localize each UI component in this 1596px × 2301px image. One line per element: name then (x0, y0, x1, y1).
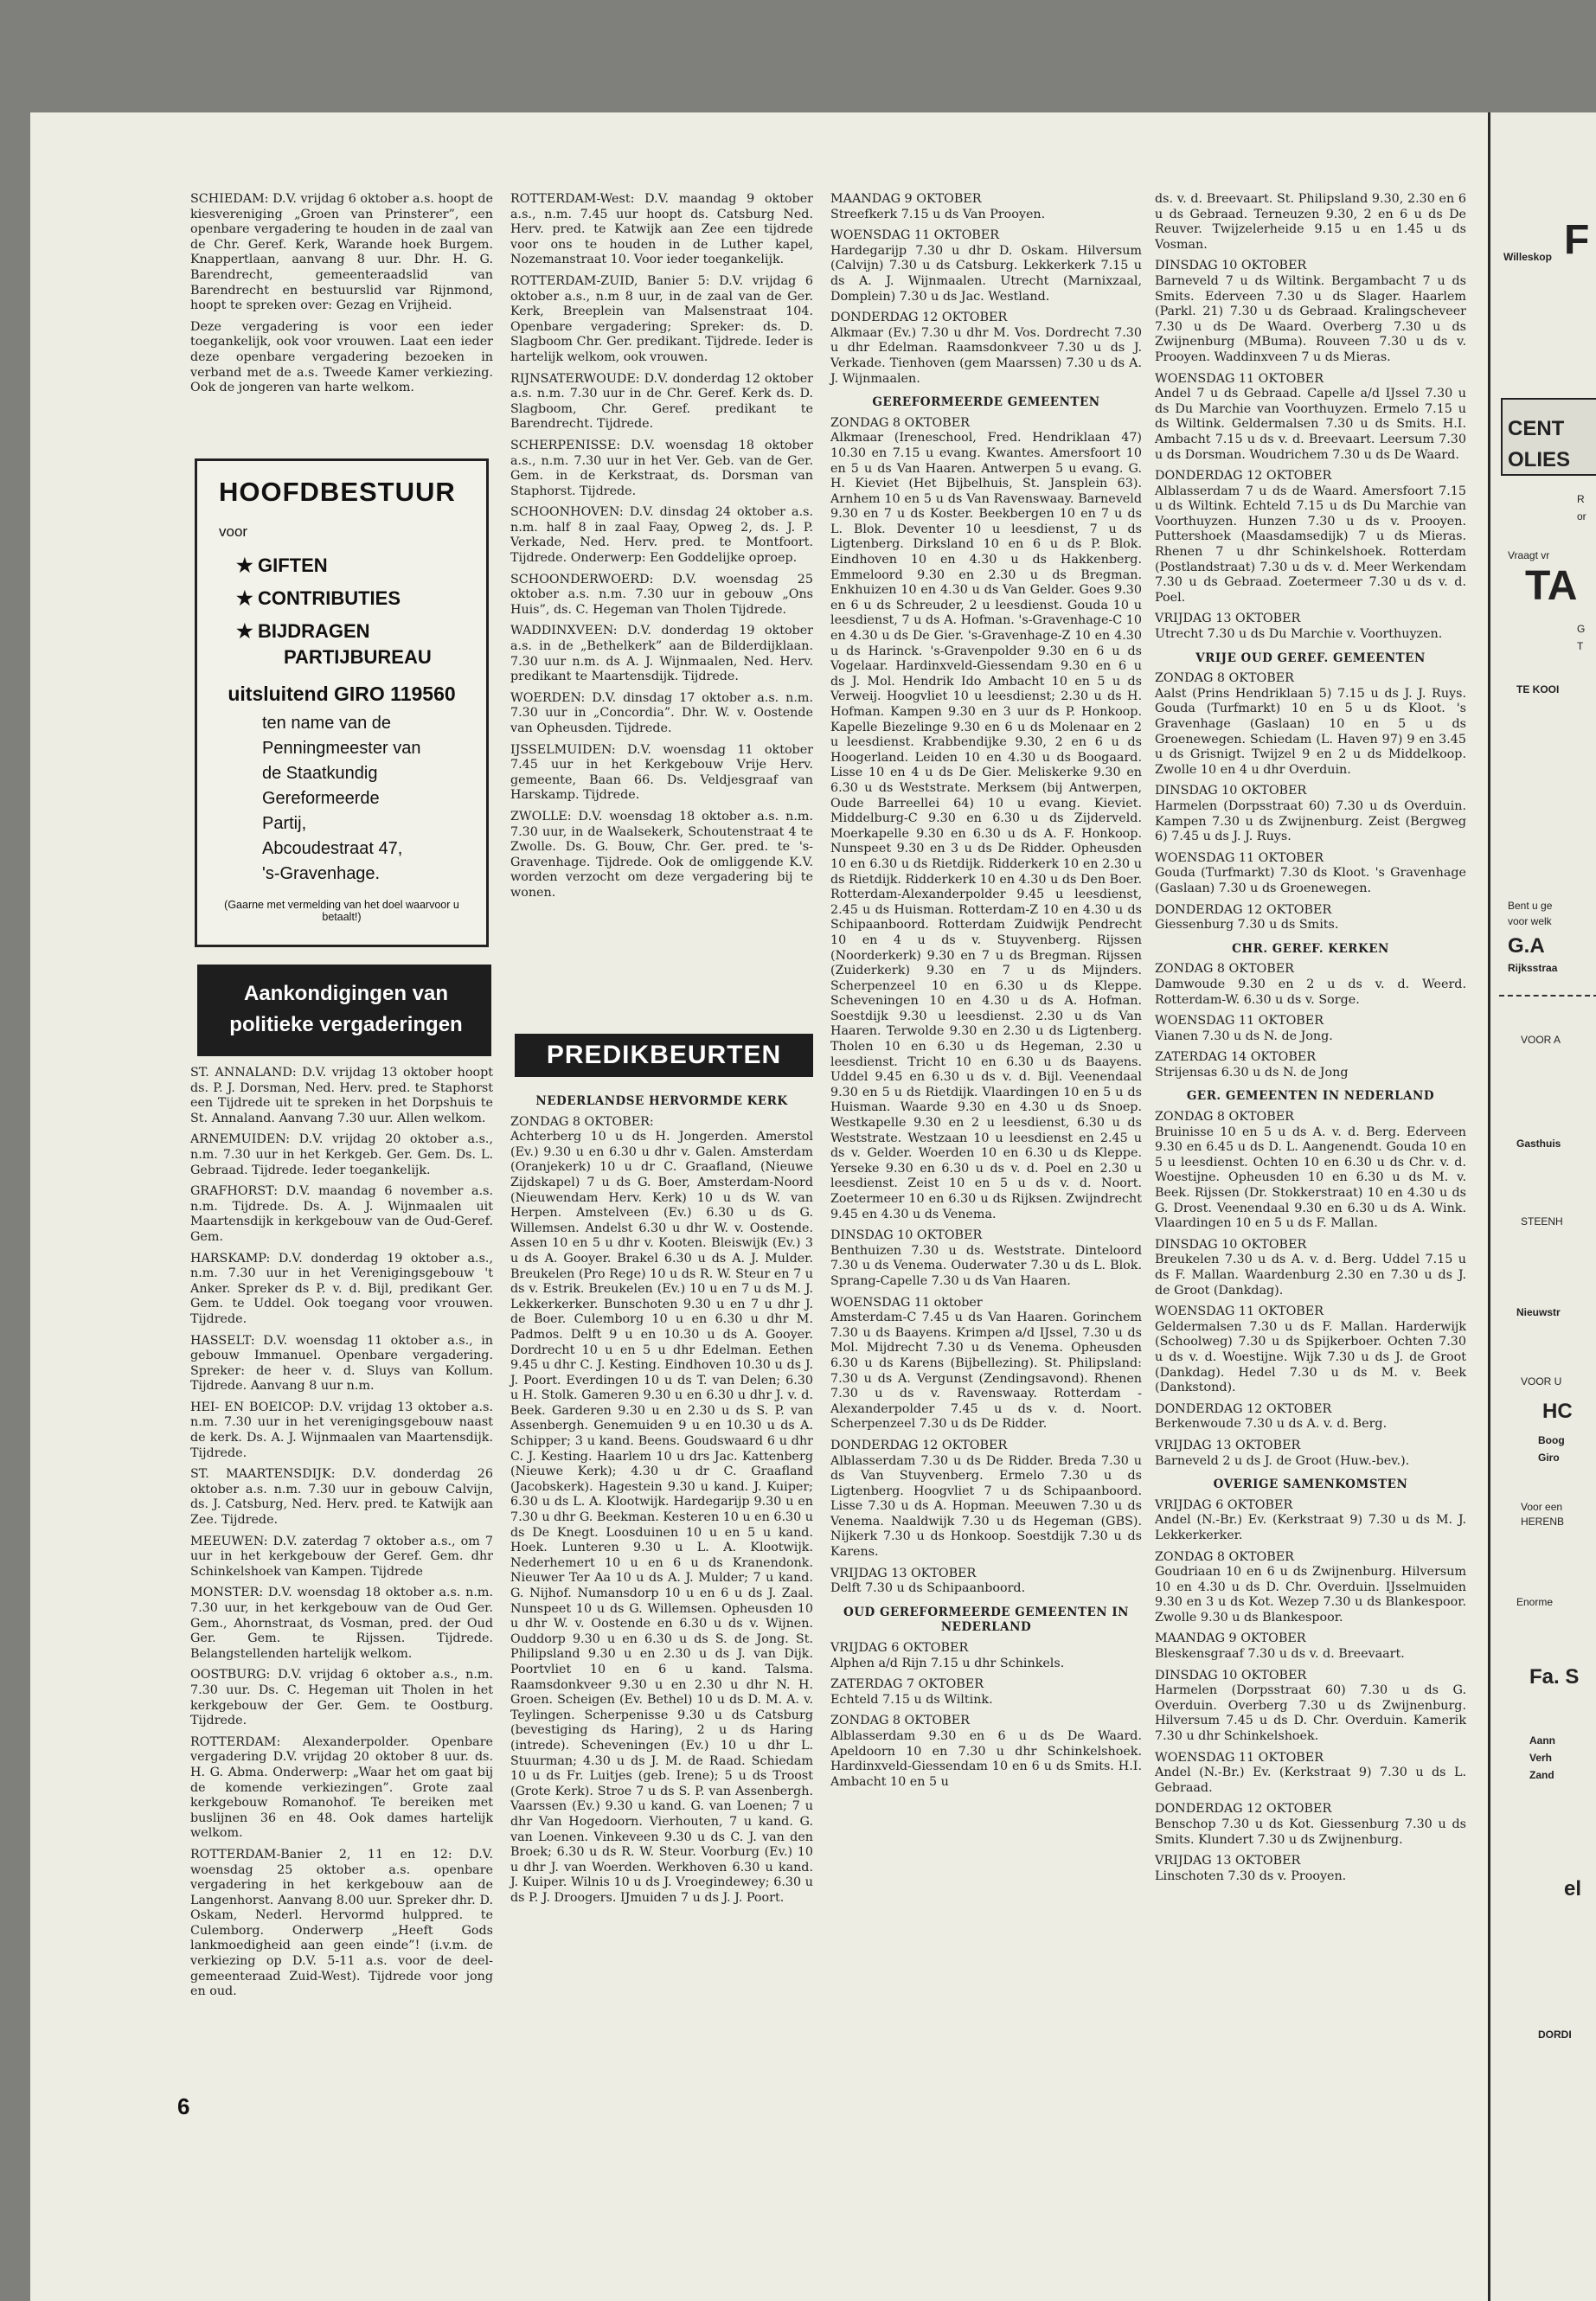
paragraph: SCHOONDERWOERD: D.V. woensdag 25 oktober a.s. n.m. 7.30 uur in gebouw „Ons Huis”, ds. C. Hegeman van Tholen Tijdrede. (510, 572, 813, 617)
paragraph: IJSSELMUIDEN: D.V. woensdag 11 oktober 7.45 uur in het Kerkgebouw Vrije Herv. gemeente, Baan 66. Ds. Veldjesgraaf van Harskamp. Tijdrede. (510, 742, 813, 803)
day-heading: ZONDAG 8 OKTOBER (830, 1714, 970, 1728)
paragraph: Aalst (Prins Hendriklaan 5) 7.15 u ds J. J. Ruys. Gouda (Turfmarkt) 10 en 5 u ds Kloot. 's Gravenhage (Gaslaan) 10 en 5 u ds Groenewegen. Schiedam (L. Haven 97) 9 en 3.45 u ds Grisnigt. Twijzel 9 en 2 u ds Middelkoop. Zwolle 10 en 4 u dhr Overduin. (1155, 686, 1466, 777)
section-heading: OVERIGE SAMENKOMSTEN (1213, 1477, 1408, 1492)
column-1-announcements (190, 1066, 493, 2006)
day-heading: VRIJDAG 6 OKTOBER (1155, 1497, 1293, 1512)
star-icon: ★ (236, 554, 253, 576)
section-heading: GEREFORMEERDE GEMEENTEN (872, 395, 1100, 410)
paragraph: SCHOONHOVEN: D.V. dinsdag 24 oktober a.s. n.m. half 8 in zaal Faay, Opweg 2, ds. J. P. Verkade, Ned. Herv. pred. te Montfoort. Tijdrede. Onderwerp: Een Goddelijke oproep. (510, 505, 813, 566)
paragraph: Harmelen (Dorpsstraat 60) 7.30 u ds G. Overduin. Overberg 7.30 u ds Zwijnenburg. Hilversum 7.45 u ds D. Chr. Overduin. Kamerik 7.30 u dhr Schinkelshoek. (1155, 1683, 1466, 1744)
paragraph: Breukelen 7.30 u ds A. v. d. Berg. Uddel 7.15 u ds F. Mallan. Waardenburg 2.30 en 7.30 u ds J. de Groot (Dankdag). (1155, 1253, 1466, 1298)
day-heading: VRIJDAG 13 OKTOBER (830, 1566, 977, 1580)
column-3 (830, 192, 1142, 1796)
paragraph: MEEUWEN: D.V. zaterdag 7 oktober a.s., om 7 uur in het kerkgebouw der Geref. Gem. dhr Schinkelshoek van Kampen. Tijdrede (190, 1534, 493, 1579)
paragraph: Vianen 7.30 u ds N. de Jong. (1155, 1029, 1333, 1043)
paragraph: HASSELT: D.V. woensdag 11 oktober a.s., in gebouw Immanuel. Openbare vergadering. Spreker: de heer v. d. Sluys van Kollum. Tijdrede. Aanvang 8 uur n.m. (190, 1333, 493, 1394)
paragraph: SCHERPENISSE: D.V. woensdag 18 oktober a.s., n.m. 7.30 uur in het Ver. Geb. van de Ger. Gem. in de Kerkstraat, ds. Dorsman van Staphorst. Tijdrede. (510, 438, 813, 498)
paragraph: Bleskensgraaf 7.30 u ds v. d. Breevaart. (1155, 1647, 1405, 1662)
section-heading: VRIJE OUD GEREF. GEMEENTEN (1195, 651, 1426, 665)
paragraph: OOSTBURG: D.V. vrijdag 6 oktober a.s., n.m. 7.30 uur. Ds. C. Hegeman uit Tholen in het kerkgebouw der Ger. Gem. te Oostburg. Tijdrede. (190, 1668, 493, 1728)
day-heading: ZATERDAG 14 OKTOBER (1155, 1050, 1317, 1065)
paragraph: WADDINXVEEN: D.V. donderdag 19 oktober a.s. in de „Bethelkerk” aan de Bilderdijklaan. 7.30 uur n.m. ds A. J. Wijnmaalen, Ned. Herv. predikant te Maartensdijk. Tijdrede. (510, 624, 813, 684)
np-divider (1499, 995, 1596, 997)
np-text: Zand (1529, 1769, 1554, 1781)
paragraph: GRAFHORST: D.V. maandag 6 november a.s. n.m. Tijdrede. Ds. A. J. Wijnmaalen uit Maartensdijk in kerkgebouw van de Oud-Geref. Gem. (190, 1184, 493, 1244)
day-heading: DONDERDAG 12 OKTOBER (1155, 1802, 1332, 1817)
np-text: or (1577, 510, 1586, 522)
day-heading: ZATERDAG 7 OKTOBER (830, 1677, 984, 1692)
paragraph: Bruinisse 10 en 5 u ds A. v. d. Berg. Ederveen 9.30 en 6.45 u ds D. L. Aangenendt. Gouda 10 en 5 u leesdienst. Ochten 10 en 6.30 u ds Chr. v. d. Woestijne. Opheusden 10 en 6.30 u ds M. v. Beek. Rijssen (Dr. Stokkerstraat) 10 en 4.30 u ds G. Drost. Veenendaal 9.30 en 6.30 u ds A. Wink. Vlaardingen 10 en 5 u ds F. Mallan. (1155, 1125, 1466, 1231)
day-heading: VRIJDAG 13 OKTOBER (1155, 612, 1301, 626)
np-text: Voor een (1521, 1501, 1563, 1513)
np-text: Aann (1529, 1734, 1555, 1747)
np-text: DORDI (1538, 2029, 1572, 2041)
np-text: F (1564, 217, 1590, 263)
day-heading: VRIJDAG 13 OKTOBER (1155, 1438, 1301, 1452)
ad-item-contributies: ★ CONTRIBUTIES (236, 587, 401, 609)
page-number: 6 (177, 2093, 190, 2119)
paragraph: SCHIEDAM: D.V. vrijdag 6 oktober a.s. hoopt de kiesvereniging „Groen van Prinsterer”, een openbare vergadering te houden in de zaal van de Chr. Geref. Kerk, Warande hoek Burgem. Knappertlaan, aanvang 8 uur. Dhr. H. G. Barendrecht, gemeenteraadslid van Barendrecht en bestuurslid var Rijnmond, hoopt te spreken over: Gezag en Vrijheid. (190, 192, 494, 313)
paragraph: HEI- EN BOEICOP: D.V. vrijdag 13 oktober a.s. n.m. 7.30 uur in het verenigingsgebouw naast de kerk. Ds. A. J. Wijnmaalen van Maartensdijk. Tijdrede. (190, 1400, 493, 1460)
column-2-services (510, 1086, 813, 1912)
column-4 (1155, 192, 1466, 1890)
np-text: Vraagt vr (1508, 549, 1550, 561)
paragraph: ds. v. d. Breevaart. St. Philipsland 9.30, 2.30 en 6 u ds Gebraad. Terneuzen 9.30, 2 en 6 u ds De Reuver. Twijzelerheide 9.15 u en 1.45 u ds Vosman. (1155, 192, 1466, 252)
day-heading: WOENSDAG 11 OKTOBER (1155, 1304, 1324, 1319)
paragraph: Hardegarijp 7.30 u dhr D. Oskam. Hilversum (Calvijn) 7.30 u ds Catsburg. Lekkerkerk 7.15 u ds A. J. Wijnmaalen. Utrecht (Marnixzaal, Domplein) 7.30 u ds Jac. Westland. (830, 243, 1142, 304)
ad-item-giften: ★ GIFTEN (236, 554, 328, 576)
section-heading: GER. GEMEENTEN IN NEDERLAND (1186, 1089, 1435, 1104)
day-heading: WOENSDAG 11 OKTOBER (1155, 371, 1324, 386)
day-heading: DONDERDAG 12 OKTOBER (830, 311, 1008, 325)
np-text: Rijksstraa (1508, 962, 1558, 974)
paragraph: ARNEMUIDEN: D.V. vrijdag 20 oktober a.s., n.m. 7.30 uur in het Kerkgeb. Ger. Gem. Ds. L. Gebraad. Tijdrede. Ieder toegankelijk. (190, 1132, 493, 1177)
day-heading: ZONDAG 8 OKTOBER (830, 415, 970, 430)
paragraph: Gouda (Turfmarkt) 7.30 ds Kloot. 's Gravenhage (Gaslaan) 7.30 u ds Groenewegen. (1155, 866, 1466, 895)
day-heading: WOENSDAG 11 OKTOBER (830, 228, 1000, 243)
paragraph: Linschoten 7.30 ds v. Prooyen. (1155, 1868, 1347, 1883)
paragraph: Delft 7.30 u ds Schipaanboord. (830, 1581, 1026, 1596)
day-heading: ZONDAG 8 OKTOBER (1155, 962, 1294, 977)
np-text: OLIES (1508, 448, 1571, 471)
ad-voor: voor (219, 523, 248, 540)
paragraph: Harmelen (Dorpsstraat 60) 7.30 u ds Overduin. Kampen 7.30 u ds Zwijnenburg. Zeist (Bergweg 6) 7.45 u ds J. J. Ruys. (1155, 798, 1466, 844)
section-banner-predikbeurten: PREDIKBEURTEN (515, 1034, 813, 1077)
paragraph: Alblasserdam 9.30 en 6 u ds De Waard. Apeldoorn 10 en 7.30 u dhr Schinkelshoek. Hardinxveld-Giessendam 10 en 6 u ds Smits. H.I. Ambacht 10 en 5 u (830, 1729, 1142, 1789)
np-text: el (1564, 1877, 1582, 1900)
paragraph: Goudriaan 10 en 6 u ds Zwijnenburg. Hilversum 10 en 4.30 u ds D. Chr. Overduin. IJsselmuiden 9.30 en 3 u ds Kot. Wezep 7.30 u ds Blankespoor. Zwolle 9.30 u ds Blankespoor. (1155, 1565, 1466, 1625)
day-heading: DINSDAG 10 OKTOBER (1155, 784, 1307, 798)
day-heading: ZONDAG 8 OKTOBER (1155, 1549, 1294, 1564)
section-heading: NEDERLANDSE HERVORMDE KERK (535, 1094, 788, 1108)
day-heading: DINSDAG 10 OKTOBER (830, 1228, 983, 1243)
np-text: Nieuwstr (1516, 1306, 1561, 1318)
np-text: Willeskop (1503, 251, 1552, 263)
day-heading: DINSDAG 10 OKTOBER (1155, 1237, 1307, 1252)
np-text: VOOR U (1521, 1375, 1562, 1388)
np-text: STEENH (1521, 1215, 1563, 1227)
np-text: voor welk (1508, 915, 1552, 927)
paragraph: Geldermalsen 7.30 u ds F. Mallan. Harderwijk (Schoolweg) 7.30 u ds Spijkerboer. Ochten 7.30 u ds v. d. Woestijne. Wijk 7.30 u ds J. de Groot (Dankdag). Hedel 7.30 u ds M. v. Beek (Dankstond). (1155, 1319, 1466, 1395)
paragraph: Streefkerk 7.15 u ds Van Prooyen. (830, 207, 1046, 221)
np-text: Verh (1529, 1752, 1553, 1764)
column-2 (510, 192, 813, 907)
paragraph: HARSKAMP: D.V. donderdag 19 oktober a.s., n.m. 7.30 uur in het Verenigingsgebouw 't Anker. Spreker ds P. v. d. Bijl, predikant Ger. Gem. te Uddel. Ook toegang voor vrouwen. Tijdrede. (190, 1251, 493, 1326)
paragraph: Achterberg 10 u ds H. Jongerden. Amerstol (Ev.) 9.30 u en 6.30 u dhr v. Galen. Amsterdam (Oranjekerk) 10 u dr C. Graafland, (Nieuwe Zijdskapel) 7 u ds G. Boer, Amsterdam-Noord (Nieuwendam Herv. Kerk) 10 u ds W. van Herpen. Amstelveen (Ev.) 6.30 u ds G. Willemsen. Andelst 6.30 u dhr W. v. Oostende. Assen 10 en 5 u dhr v. Kooten. Bleiswijk (Ev.) 3 u ds A. Gooyer. Brakel 6.30 u ds A. J. Mulder. Breukelen (Pro Rege) 10 u ds R. W. Steur en 7 u ds v. Estrik. Breukelen (Ev.) 10 u en 7 u ds M. J. Lekkerkerker. Bunschoten 9.30 u en 7 u dhr J. de Boer. Culemborg 10 u en 6.30 u dhr M. Padmos. Delft 9 u en 10.30 u ds A. Gooyer. Dordrecht 10 u en 5 u dhr Edelman. Eethen 9.45 u dhr C. J. Kesting. Eindhoven 10.30 u ds J. J. Poort. Everdingen 10 u ds T. van Delen; 6.30 u H. Stolk. Gameren 9.30 u en 6.30 u dhr J. v. d. Beek. Garderen 9.30 u en 2.30 u ds S. P. van Assenbergh. Genemuiden 9 u en 10.30 u ds A. Schipper; 3 u kand. Beens. Goudswaard 6 u dhr C. J. Kesting. Haarlem 10 u drs Jac. Kattenberg (Nieuwe Kerk); 4.30 u dr C. Graafland (Jacobskerk). Hagestein 9.30 u kand. J. Kuiper; 6.30 u ds L. A. Klootwijk. Hardegarijp 9.30 u en 7.30 u dhr G. Beekman. Kesteren 10 u en 6.30 u ds De Knegt. Loosduinen 10 u en 5 u kand. Hoek. Lunteren 9.30 u L. A. Klootwijk. Nederhemert 10 u en 6 u ds Kranendonk. Nieuwer Ter Aa 10 u ds A. J. Mulder; 7 u kand. G. Nijhof. Numansdorp 10 u en 6 u ds J. Zaal. Nunspeet 10 u ds G. Willemsen. Opheusden 10 u dhr W. v. Oostende en 6.30 u ds v. Wijnen. Ouddorp 9.30 u en 6.30 u ds S. de Jong. St. Philipsland 9.30 u en 2.30 u ds J. van Dijk. Poortvliet 10 en 6 u kand. Talsma. Raamsdonkveer 9.30 u en 2.30 u dhr N. H. Groen. Scheigen (Ev. Bethel) 10 u ds D. M. A. v. Teylingen. Scherpenisse 9.30 u ds Catsburg (bevestiging ds Haring), 2 u ds Haring (intrede). Scheveningen (Ev.) 10 u dhr L. Stuurman; 4.30 u ds J. M. de Raad. Schiedam 10 u ds Fr. Luitjes (geb. Irene); 5 u ds Troost (Grote Kerk). Stroe 7 u ds S. P. van Assenbergh. Vaarssen (Ev.) 9.30 u kand. G. van Loenen; 7 u dhr Van Hogedoorn. Vierhouten, 7 u kand. G. van Loenen. Vinkeveen 9.30 u ds C. J. van den Broek; 6.30 u ds R. W. Steur. Voorburg (Ev.) 10 u dhr J. van Woerden. Werkhoven 6.30 u kand. J. Kuiper. Wilnis 10 u ds J. Vroegindewey; 6.30 u ds P. J. Droogers. IJmuiden 7 u ds J. J. Poort. (510, 1130, 813, 1905)
ad-address: ten name van de Penningmeester van de Staatkundig Gereformeerde Partij, Abcoudestraat 47, 's-Gravenhage. (262, 714, 421, 883)
day-heading: ZONDAG 8 OKTOBER (1155, 671, 1294, 686)
day-heading: ZONDAG 8 OKTOBER (1155, 1110, 1294, 1125)
np-text: HC (1542, 1400, 1573, 1423)
day-heading: MAANDAG 9 OKTOBER (1155, 1631, 1306, 1646)
section-heading: CHR. GEREF. KERKEN (1232, 941, 1389, 956)
day-heading: DINSDAG 10 OKTOBER (1155, 259, 1307, 273)
day-heading: DONDERDAG 12 OKTOBER (830, 1438, 1008, 1452)
paragraph: Alkmaar (Ev.) 7.30 u dhr M. Vos. Dordrecht 7.30 u dhr Edelman. Raamsdonkveer 7.30 u ds J. Verkade. Tienhoven (gem Maarssen) 7.30 u ds A. J. Wijnmaalen. (830, 325, 1142, 386)
paragraph: Andel 7 u ds Gebraad. Capelle a/d IJssel 7.30 u ds Du Marchie van Voorthuyzen. Ermelo 7.15 u ds Wiltink. Geldermalsen 7.30 u ds Smits. H.I. Ambacht 7.15 u ds v. d. Breevaart. Leersum 7.30 u ds Dorsman. Woudrichem 7.30 u ds De Waard. (1155, 387, 1466, 462)
np-text: Boog (1538, 1434, 1565, 1446)
day-heading: DONDERDAG 12 OKTOBER (1155, 469, 1332, 484)
paragraph: Andel (N.-Br.) Ev. (Kerkstraat 9) 7.30 u ds L. Gebraad. (1155, 1766, 1466, 1795)
day-heading: DONDERDAG 12 OKTOBER (1155, 902, 1332, 917)
paragraph: MONSTER: D.V. woensdag 18 oktober a.s. n.m. 7.30 uur, in het kerkgebouw van de Oud Ger. Gem., Ahornstraat, ds Vosman, pred. der Oud Ger. Gem. te Rijssen. Tijdrede. Belangstellenden hartelijk welkom. (190, 1586, 493, 1661)
paragraph: Alphen a/d Rijn 7.15 u dhr Schinkels. (830, 1656, 1065, 1670)
paragraph: ST. ANNALAND: D.V. vrijdag 13 oktober hoopt ds. P. J. Dorsman, Ned. Herv. pred. te Staphorst een Tijdrede uit te spreken in het Dorpshuis te St. Annaland. Aanvang 7.30 uur. Allen welkom. (190, 1066, 493, 1125)
paragraph: Damwoude 9.30 en 2 u ds v. d. Weerd. Rotterdam-W. 6.30 u ds v. Sorge. (1155, 977, 1466, 1007)
day-heading: VRIJDAG 13 OKTOBER (1155, 1854, 1301, 1868)
paragraph: ROTTERDAM: Alexanderpolder. Openbare vergadering D.V. vrijdag 20 oktober 8 uur. ds. H. G. Abma. Onderwerp: „Waar het om gaat bij de komende verkiezingen”. Grote zaal kerkgebouw Romanohof. Te bereiken met buslijnen 36 en 48. Ook dames hartelijk welkom. (190, 1734, 493, 1841)
np-text: Giro (1538, 1452, 1560, 1464)
day-heading: WOENSDAG 11 OKTOBER (1155, 1750, 1324, 1765)
np-text: Enorme (1516, 1596, 1554, 1608)
paragraph: Alkmaar (Ireneschool, Fred. Hendriklaan 47) 10.30 en 7.15 u evang. Kwantes. Amersfoort 10 en 5 u ds Van Haaren. Antwerpen 5 u evang. G. H. Kieviet (Het Bijbelhuis, St. Jansplein 63). Arnhem 10 en 5 u ds Van Ravenswaay. Barneveld 9.30 en 7 u ds Koster. Beekbergen 10 en 7 u ds L. Blok. Deventer 10 u leesdienst, 7 u ds Ligtenberg. Dirksland 10 en 6 u ds P. Blok. Eindhoven 10 en 4.30 u ds Hakkenberg. Emmeloord 9.30 en 2.30 u ds Bregman. Enkhuizen 10 en 4.30 u ds Van Gelder. Goes 9.30 en 6 u ds Schreuder, 2 u leesdienst. Gouda 10 u leesdienst, 7 u ds A. Hofman. 's-Gravenhage-C 10 en 4.30 u ds De Gier. 's-Gravenhage-Z 10 en 4.30 u ds Harinck. 's-Gravenpolder 9.30 en 6 u ds Vogelaar. Hardinxveld-Giessendam 9.30 en 6 u ds J. Mol. Hendrik Ido Ambacht 10 en 5 u ds Verweij. Hoogvliet 10 u leesdienst; 2.30 u ds H. Hofman. Kampen 9.30 en 3 uur ds P. Honkoop. Kapelle Biezelinge 9.30 en 6 u ds Molenaar en 2 u leesdienst. Krabbendijke 9.30, 2 en 6 u ds Hoogerland. Leiden 10 en 4.30 u ds Boogaard. Lisse 10 en 4 u ds De Gier. Meliskerke 9.30 en 6.30 u ds Weststrate. Merksem (bij Antwerpen, Oude Barreellei 64) 10 u evang. Kieviet. Middelburg-C 9.30 en 6.30 u ds Zijderveld. Moerkapelle 9.30 en 6.30 u ds A. F. Honkoop. Nunspeet 9.30 en 3 u ds De Ridder. Opheusden 10 en 6.30 u ds Rietdijk. Ridderkerk 10 en 2.30 u ds Rietdijk. Ridderkerk 10 en 4.30 u ds Den Boer. Rotterdam-Alexanderpolder 9.45 u leesdienst, 2.45 u ds Huisman. Rotterdam-Z 10 en 4.30 u ds Schipaanboord. Rotterdam Zuidwijk Pendrecht 10 en 4 u ds v. Stuyvenberg. Rijssen (Noorderkerk) 9.30 en 7 u ds Bregman. Rijssen (Zuiderkerk) 9.30 en 7 u ds Mijnders. Scherpenzeel 10 en 6.30 u ds Kleppe. Scheveningen 10 en 4.30 u ds A. Hofman. Soestdijk 9.30 u leesdienst. 2.30 u ds Van Haaren. Terwolde 9.30 en 2.30 u ds Ligtenberg. Tholen 10 en 6.30 u ds Hegeman, 2.30 u leesdienst. Tricht 10 en 6.30 u ds Baayens. Uddel 9.45 en 6.30 u ds v. d. Bijl. Veenendaal 9.30 en 5 u ds Rietdijk. Vlaardingen 10 en 5 u ds Huisman. Waarde 9.30 en 4.30 u ds Snoep. Westkapelle 9.30 en 2 u leesdienst, 6.30 u ds Weststrate. Westzaan 10 u leesdienst en 2.45 u ds v. Gelder. Woerden 10 en 6.30 u ds Kleppe. Yerseke 9.30 en 6.30 u ds v. d. Poel en 2.30 u leesdienst. Zeist 10 en 5 u ds v. d. Noort. Zoetermeer 10 en 6.30 u ds Rijksen. Zwijndrecht 9.45 en 4.30 u ds Venema. (830, 431, 1142, 1221)
adjacent-page-strip (1488, 112, 1596, 2301)
hoofdbestuur-advertisement (195, 458, 489, 947)
day-heading: WOENSDAG 11 OKTOBER (1155, 1014, 1324, 1029)
column-1 (190, 192, 493, 402)
np-text: G.A (1508, 934, 1545, 958)
star-icon: ★ (236, 587, 253, 609)
ad-item-bijdragen: ★ BIJDRAGEN (236, 620, 370, 642)
paragraph: ROTTERDAM-Banier 2, 11 en 12: D.V. woensdag 25 oktober a.s. openbare vergadering in het kerkgebouw aan de Langenhorst. Aanvang 8.00 uur. Spreker dhr. D. Oskam, Nederl. Hervormd hulppred. te Culemborg. Onderwerp „Heeft Gods lankmoedigheid aan geen einde”! (i.v.m. de verkiezing op D.V. 5-11 a.s. voor de deel-gemeenteraad Zuid-West). Tijdrede voor jong en oud. (190, 1847, 493, 1999)
paragraph: Barneveld 7 u ds Wiltink. Bergambacht 7 u ds Smits. Ederveen 7.30 u ds Slager. Haarlem (Parkl. 21) 7.30 u ds Gebraad. Kralingscheveer 7.30 u ds De Waard. Overberg 7.30 u ds Zwijnenburg (MBuma). Rouveen 7.30 u ds v. Prooyen. Waddinxveen 7 u ds Mieras. (1155, 273, 1466, 364)
np-text: T (1577, 640, 1584, 652)
paragraph: Alblasserdam 7.30 u ds De Ridder. Breda 7.30 u ds Van Stuyvenberg. Ermelo 7.30 u ds Ligtenberg. Hoogvliet 7 u ds Schipaanboord. Lisse 7.30 u ds A. Hopman. Meeuwen 7.30 u ds Venema. Naaldwijk 7.30 u ds Hegeman (GBS). Nijkerk 7.30 u ds Honkoop. Soestdijk 7.30 u ds Karens. (830, 1453, 1142, 1560)
np-text: TA (1525, 563, 1578, 609)
paragraph: ROTTERDAM-West: D.V. maandag 9 oktober a.s., n.m. 7.45 uur hoopt ds. Catsburg Ned. Herv. pred. te Katwijk aan Zee een tijdrede voor ons te houden in de Luther kapel, Nozemanstraat 10. Voor ieder toegankelijk. (510, 192, 813, 267)
day-heading: VRIJDAG 6 OKTOBER (830, 1641, 969, 1656)
day-heading: MAANDAG 9 OKTOBER (830, 192, 982, 206)
np-text: Fa. S (1529, 1665, 1580, 1689)
np-text: Bent u ge (1508, 900, 1553, 912)
paragraph: Amsterdam-C 7.45 u ds Van Haaren. Gorinchem 7.30 u ds Baayens. Krimpen a/d IJssel, 7.30 u ds Mol. Mijdrecht 7.30 u ds Venema. Opheusden 6.30 u ds Karens (Bijbellezing). St. Philipsland: 7.30 u ds A. Vergunst (Zendingsavond). Rhenen 7.30 u ds v. Ravenswaay. Rotterdam - Alexanderpolder 7.45 u ds v. d. Noort. Scherpenzeel 7.30 u ds De Ridder. (830, 1311, 1142, 1432)
np-text: R (1577, 493, 1585, 505)
paragraph: ROTTERDAM-ZUID, Banier 5: D.V. vrijdag 6 oktober a.s., n.m 8 uur, in de zaal van de Ger. Kerk, Breeplein van Malsenstraat 104. Openbare vergadering; Spreker: ds. D. Slagboom Chr. Ger. predikant. Tijdrede. Ieder is hartelijk welkom, ook vrouwen. (510, 273, 813, 364)
np-text: VOOR A (1521, 1034, 1561, 1046)
ad-footer: (Gaarne met vermelding van het doel waarvoor u betaalt!) (224, 899, 459, 923)
paragraph: Giessenburg 7.30 u ds Smits. (1155, 918, 1339, 933)
day-heading: WOENSDAG 11 oktober (830, 1295, 983, 1310)
section-banner-aankondigingen: Aankondigingen van politieke vergaderingen (197, 965, 491, 1056)
ad-giro: uitsluitend GIRO 119560 (228, 683, 456, 705)
np-text: CENT (1508, 417, 1565, 440)
paragraph: Benschop 7.30 u ds Kot. Giessenburg 7.30 u ds Smits. Klundert 7.30 u ds Zwijnenburg. (1155, 1817, 1466, 1847)
day-heading: DONDERDAG 12 OKTOBER (1155, 1401, 1332, 1416)
paragraph: Utrecht 7.30 u ds Du Marchie v. Voorthuyzen. (1155, 627, 1443, 642)
ad-title: HOOFDBESTUUR (219, 477, 456, 507)
paragraph: WOERDEN: D.V. dinsdag 17 oktober a.s. n.m. 7.30 uur in „Concordia”. Dhr. W. v. Oostende van Opheusden. Tijdrede. (510, 690, 813, 735)
paragraph: ST. MAARTENSDIJK: D.V. donderdag 26 oktober a.s. n.m. 7.30 uur in gebouw Calvijn, ds. J. Catsburg, Ned. Herv. pred. te Katwijk aan Zee. Tijdrede. (190, 1467, 493, 1528)
paragraph: Benthuizen 7.30 u ds. Weststrate. Dinteloord 7.30 u ds Venema. Ouderwater 7.30 u ds L. Blok. Sprang-Capelle 7.30 u ds Van Haaren. (830, 1243, 1142, 1288)
day-heading: DINSDAG 10 OKTOBER (1155, 1668, 1307, 1682)
paragraph: Barneveld 2 u ds J. de Groot (Huw.-bev.). (1155, 1453, 1410, 1468)
np-text: G (1577, 623, 1586, 635)
day-heading: WOENSDAG 11 OKTOBER (1155, 850, 1324, 865)
paragraph: Berkenwoude 7.30 u ds A. v. d. Berg. (1155, 1417, 1388, 1432)
paragraph: Andel (N.-Br.) Ev. (Kerkstraat 9) 7.30 u ds M. J. Lekkerkerker. (1155, 1513, 1466, 1542)
paragraph: Alblasserdam 7 u ds de Waard. Amersfoort 7.15 u ds Wiltink. Echteld 7.15 u ds Du Marchie van Voorthuyzen. Hunzen 7.30 u ds v. Prooyen. Puttershoek (Maasdamsedijk) 7 u ds Mieras. Rhenen 7 u dhr Schinkelshoek. Rotterdam (Postlandstraat) 7.30 u ds v. d. Meer Werkendam 7.30 u ds Gebraad. Zoetermeer 7.30 u ds v. d. Poel. (1155, 484, 1466, 605)
paragraph: ZWOLLE: D.V. woensdag 18 oktober a.s. n.m. 7.30 uur, in de Waalsekerk, Schoutenstraat 4 te Zwolle. Ds. G. Bouw, Chr. Ger. pred. te 's-Gravenhage. Tijdrede. Ook de omliggende K.V. worden verzocht om deze vergadering bij te wonen. (510, 809, 813, 900)
paragraph: Strijensas 6.30 u ds N. de Jong (1155, 1065, 1349, 1080)
np-text: Gasthuis (1516, 1138, 1561, 1150)
ad-item-partijbureau: PARTIJBUREAU (284, 646, 432, 668)
paragraph: Echteld 7.15 u ds Wiltink. (830, 1692, 993, 1707)
section-heading: OUD GEREFORMEERDE GEMEENTEN IN NEDERLAND (843, 1605, 1129, 1635)
star-icon: ★ (236, 620, 253, 642)
day-heading: ZONDAG 8 OKTOBER: (510, 1114, 654, 1129)
np-text: TE KOOI (1516, 683, 1560, 695)
paragraph: Deze vergadering is voor een ieder toegankelijk, ook voor vrouwen. Laat een ieder deze openbare vergadering bezoeken in verband met de a.s. Tweede Kamer verkiezing. Ook de jongeren van harte welkom. (190, 319, 493, 395)
paragraph: RIJNSATERWOUDE: D.V. donderdag 12 oktober a.s. n.m. 7.30 uur in de Chr. Geref. Kerk ds. D. Slagboom, Chr. Geref. predikant te Barendrecht. Tijdrede. (510, 371, 813, 432)
np-text: HERENB (1521, 1516, 1565, 1528)
